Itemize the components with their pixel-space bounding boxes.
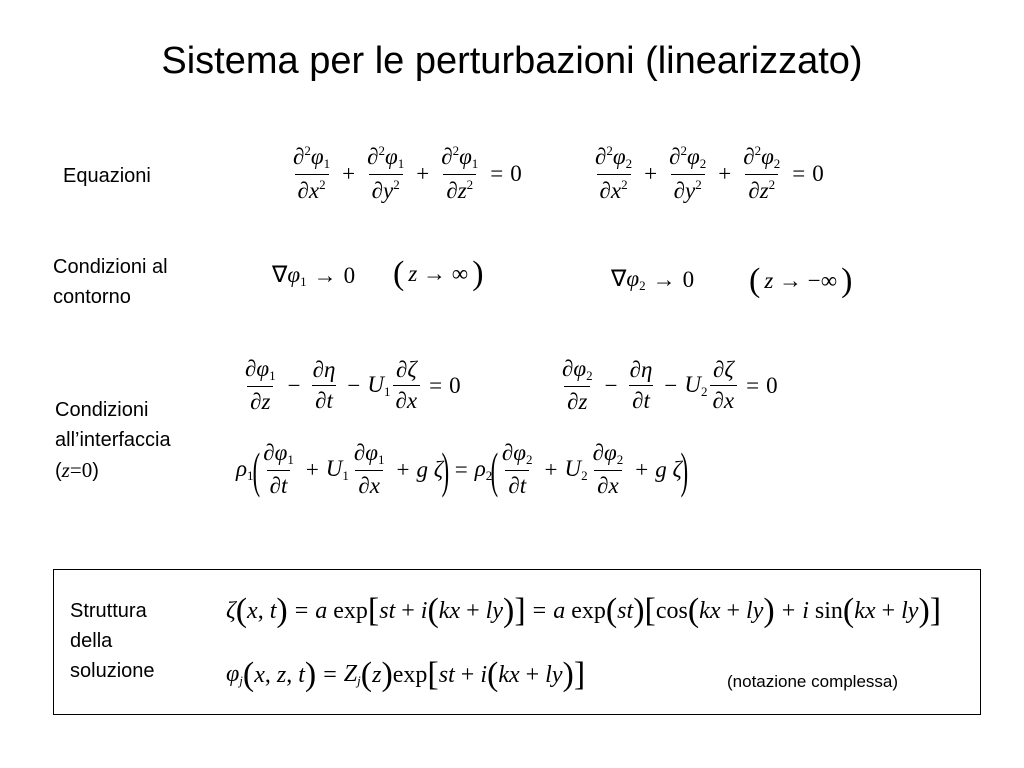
boundary-limit-z-minus-infinity: ( z → −∞ ) (749, 262, 853, 299)
kinematic-condition-phi1: $\frac{\partial\varphi_1}{\partial z}$ − $\frac{\partial\eta}{\partial t}$ − $U_1$ $\frac{\partial\zeta}{\partial x}$ = 0 (245, 356, 461, 414)
kinematic-condition-phi2: $\frac{\partial\varphi_2}{\partial z}$ − $\frac{\partial\eta}{\partial t}$ − $U_2$ $\frac{\partial\zeta}{\partial x}$ = 0 (562, 356, 778, 414)
solution-structure-box (53, 569, 981, 715)
complex-notation-note: (notazione complessa) (727, 672, 899, 691)
solution-phi-j: $\varphi_j$ ( x, z, t ) = $Z_j$ ( z ) exp [ st + i ( kx + ly ) ] (226, 656, 586, 693)
label-boundary-line1: Condizioni al (53, 256, 168, 278)
boundary-condition-phi2: $\nabla\varphi_2$ → 0 (611, 266, 695, 293)
label-interface-eq0: =0 (69, 458, 93, 482)
label-interface-z: z (61, 458, 70, 482)
equation-laplace-phi1: $\frac{\partial^2\varphi_1}{\partial x^2}$ + $\frac{\partial^2\varphi_1}{\partial y^2}$ + $\frac{\partial^2\varphi_1}{\partial z^2}$ = 0 (293, 143, 522, 203)
boundary-limit-z-plus-infinity: ( z → ∞ ) (393, 255, 484, 292)
label-solution-structure (70, 596, 155, 686)
label-interface-condition: (z=0) (55, 458, 99, 482)
boundary-condition-phi1: $\nabla\varphi_1$ → 0 (272, 262, 356, 289)
label-boundary-line2: contorno (53, 286, 131, 308)
dynamic-interface-condition: $\rho_1$ ( $\frac{\partial\varphi_1}{\partial t}$ + $U_1$ $\frac{\partial\varphi_1}{\partial x}$ + g ζ ) = $\rho_2$ ( $\frac{\partial\varphi_2}{\partial t}$ + $U_2$ $\frac{\partial\varphi_2}{\partial x}$ + g ζ ) (236, 440, 688, 498)
equation-laplace-phi2: $\frac{\partial^2\varphi_2}{\partial x^2}$ + $\frac{\partial^2\varphi_2}{\partial y^2}$ + $\frac{\partial^2\varphi_2}{\partial z^2}$ = 0 (595, 143, 824, 203)
slide-title: Sistema per le perturbazioni (linearizzato) (161, 40, 863, 82)
label-equations: Equazioni (63, 165, 151, 187)
solution-zeta: ζ ( x, t ) = a exp [ st + i ( kx + ly ) ] = a exp ( st ) [ cos ( kx + ly ) + i sin ( kx + ly ) ] (226, 592, 942, 629)
label-interface-line2: all’interfaccia (55, 429, 171, 451)
label-structure-line2: della (70, 630, 113, 652)
label-interface-line1: Condizioni (55, 399, 149, 421)
label-structure-line3: soluzione (70, 660, 155, 682)
label-interface-conditions (55, 395, 171, 486)
label-structure-line1: Struttura (70, 600, 147, 622)
label-boundary-conditions (53, 252, 168, 312)
